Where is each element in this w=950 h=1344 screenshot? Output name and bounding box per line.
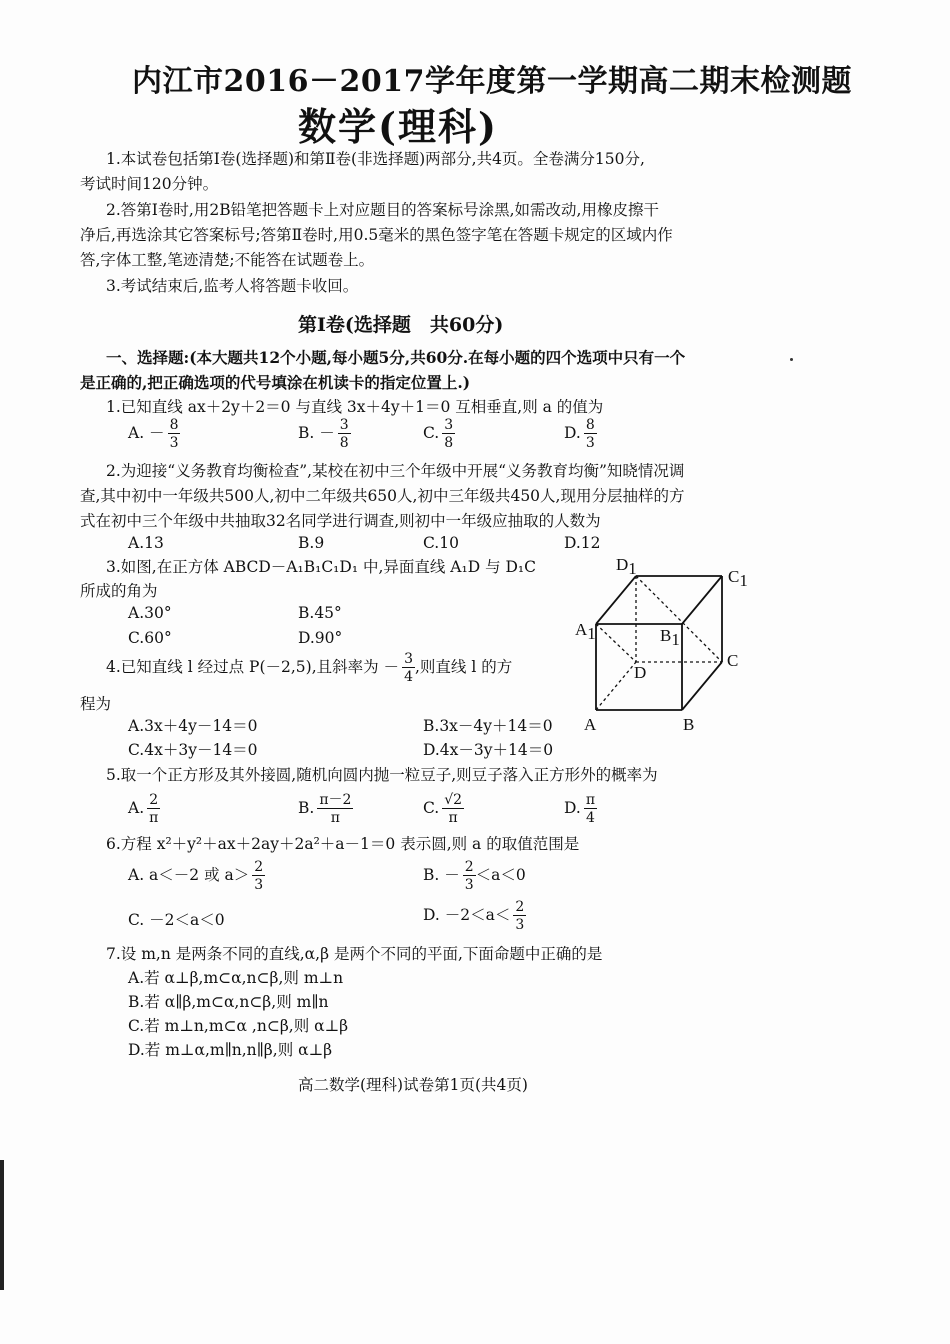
q6-option-c: C. －2＜a＜0 — [128, 911, 225, 929]
q6-stem: 6.方程 x²＋y²＋ax＋2ay＋2a²＋a－1＝0 表示圆,则 a 的取值范围是 — [106, 835, 580, 853]
q2-option-a: A.13 — [128, 534, 164, 552]
q4-option-a: A.3x＋4y－14＝0 — [128, 717, 258, 735]
q5-option-a: A. $\frac{2}{\pi}$ — [128, 792, 159, 826]
q4-line-1: 4.已知直线 l 经过点 P(－2,5),且斜率为 － $\frac{3}{4}$ ,则直线 l 的方 — [106, 651, 513, 685]
cube-figure — [570, 552, 760, 737]
scan-speck — [790, 358, 793, 361]
label-c1: C1 — [728, 567, 748, 590]
q1-stem: 1.已知直线 ax＋2y＋2＝0 与直线 3x＋4y＋1＝0 互相垂直,则 a 的值为 — [106, 398, 604, 416]
q3-option-a: A.30° — [128, 604, 172, 622]
q6-option-b: B. － $\frac{2}{3}$ ＜a＜0 — [423, 859, 526, 893]
q7-option-b: B.若 α∥β,m⊂α,n⊂β,则 m∥n — [128, 993, 329, 1011]
q6-option-a: A. a＜－2 或 a＞ $\frac{2}{3}$ — [128, 859, 264, 893]
q5-option-d: D. $\frac{\pi}{4}$ — [564, 792, 596, 826]
q2-line-1: 2.为迎接“义务教育均衡检查”,某校在初中三个年级中开展“义务教育均衡”知晓情况调 — [106, 462, 685, 480]
scan-edge-mark — [0, 1160, 4, 1290]
note-line-2: 考试时间120分钟。 — [80, 175, 219, 193]
exam-title: 内江市2016－2017学年度第一学期高二期末检测题 — [132, 64, 852, 99]
q2-option-c: C.10 — [423, 534, 459, 552]
q7-stem: 7.设 m,n 是两条不同的直线,α,β 是两个不同的平面,下面命题中正确的是 — [106, 945, 603, 963]
q1-option-d: D. $\frac{8}{3}$ — [564, 417, 595, 451]
page-footer: 高二数学(理科)试卷第1页(共4页) — [298, 1076, 528, 1094]
q2-option-d: D.12 — [564, 534, 601, 552]
q3-line-1: 3.如图,在正方体 ABCD－A₁B₁C₁D₁ 中,异面直线 A₁D 与 D₁C — [106, 558, 536, 576]
q1-option-b: B. － $\frac{3}{8}$ — [298, 417, 349, 451]
label-d1: D1 — [616, 555, 637, 578]
note-line-4: 净后,再选涂其它答案标号;答第Ⅱ卷时,用0.5毫米的黑色签字笔在答题卡规定的区域内作 — [80, 226, 673, 244]
q6-option-d: D. －2＜a＜ $\frac{2}{3}$ — [423, 899, 525, 933]
q4-option-c: C.4x＋3y－14＝0 — [128, 741, 258, 759]
section-title: 第Ⅰ卷(选择题 共60分) — [298, 314, 504, 336]
label-b1: B1 — [660, 626, 680, 649]
q5-option-b: B. $\frac{\pi-2}{\pi}$ — [298, 792, 352, 826]
q5-stem: 5.取一个正方形及其外接圆,随机向圆内抛一粒豆子,则豆子落入正方形外的概率为 — [106, 766, 658, 784]
q4-option-d: D.4x－3y＋14＝0 — [423, 741, 554, 759]
q7-option-d: D.若 m⊥α,m∥n,n∥β,则 α⊥β — [128, 1041, 333, 1059]
q2-line-3: 式在初中三个年级中共抽取32名同学进行调查,则初中一年级应抽取的人数为 — [80, 512, 601, 530]
q4-option-b: B.3x－4y＋14＝0 — [423, 717, 553, 735]
note-line-6: 3.考试结束后,监考人将答题卡收回。 — [106, 277, 359, 295]
label-d: D — [634, 663, 647, 682]
note-line-5: 答,字体工整,笔迹清楚;不能答在试题卷上。 — [80, 251, 375, 269]
q7-option-a: A.若 α⊥β,m⊂α,n⊂β,则 m⊥n — [128, 969, 344, 987]
exam-subtitle: 数学(理科) — [298, 104, 498, 149]
q2-line-2: 查,其中初中一年级共500人,初中二年级共650人,初中三年级共450人,现用分层抽样的方 — [80, 487, 685, 505]
section-intro-1: 一、选择题:(本大题共12个小题,每小题5分,共60分.在每小题的四个选项中只有一个 — [106, 348, 686, 367]
q3-option-b: B.45° — [298, 604, 342, 622]
q1-option-c: C. $\frac{3}{8}$ — [423, 417, 454, 451]
label-c: C — [727, 651, 739, 670]
q5-option-c: C. $\frac{√2}{\pi}$ — [423, 792, 463, 826]
q4-line-2: 程为 — [80, 695, 112, 713]
q1-option-a: A. － $\frac{8}{3}$ — [128, 417, 179, 451]
label-a: A — [584, 715, 597, 734]
q3-option-d: D.90° — [298, 629, 343, 647]
q7-option-c: C.若 m⊥n,m⊂α ,n⊂β,则 α⊥β — [128, 1017, 349, 1035]
q3-line-2: 所成的角为 — [80, 582, 158, 600]
note-line-1: 1.本试卷包括第Ⅰ卷(选择题)和第Ⅱ卷(非选择题)两部分,共4页。全卷满分150分, — [106, 150, 645, 168]
label-a1: A1 — [575, 620, 596, 643]
section-intro-2: 是正确的,把正确选项的代号填涂在机读卡的指定位置上.) — [80, 373, 471, 392]
q3-option-c: C.60° — [128, 629, 172, 647]
note-line-3: 2.答第Ⅰ卷时,用2B铅笔把答题卡上对应题目的答案标号涂黑,如需改动,用橡皮擦干 — [106, 201, 659, 219]
label-b: B — [683, 715, 695, 734]
q2-option-b: B.9 — [298, 534, 325, 552]
